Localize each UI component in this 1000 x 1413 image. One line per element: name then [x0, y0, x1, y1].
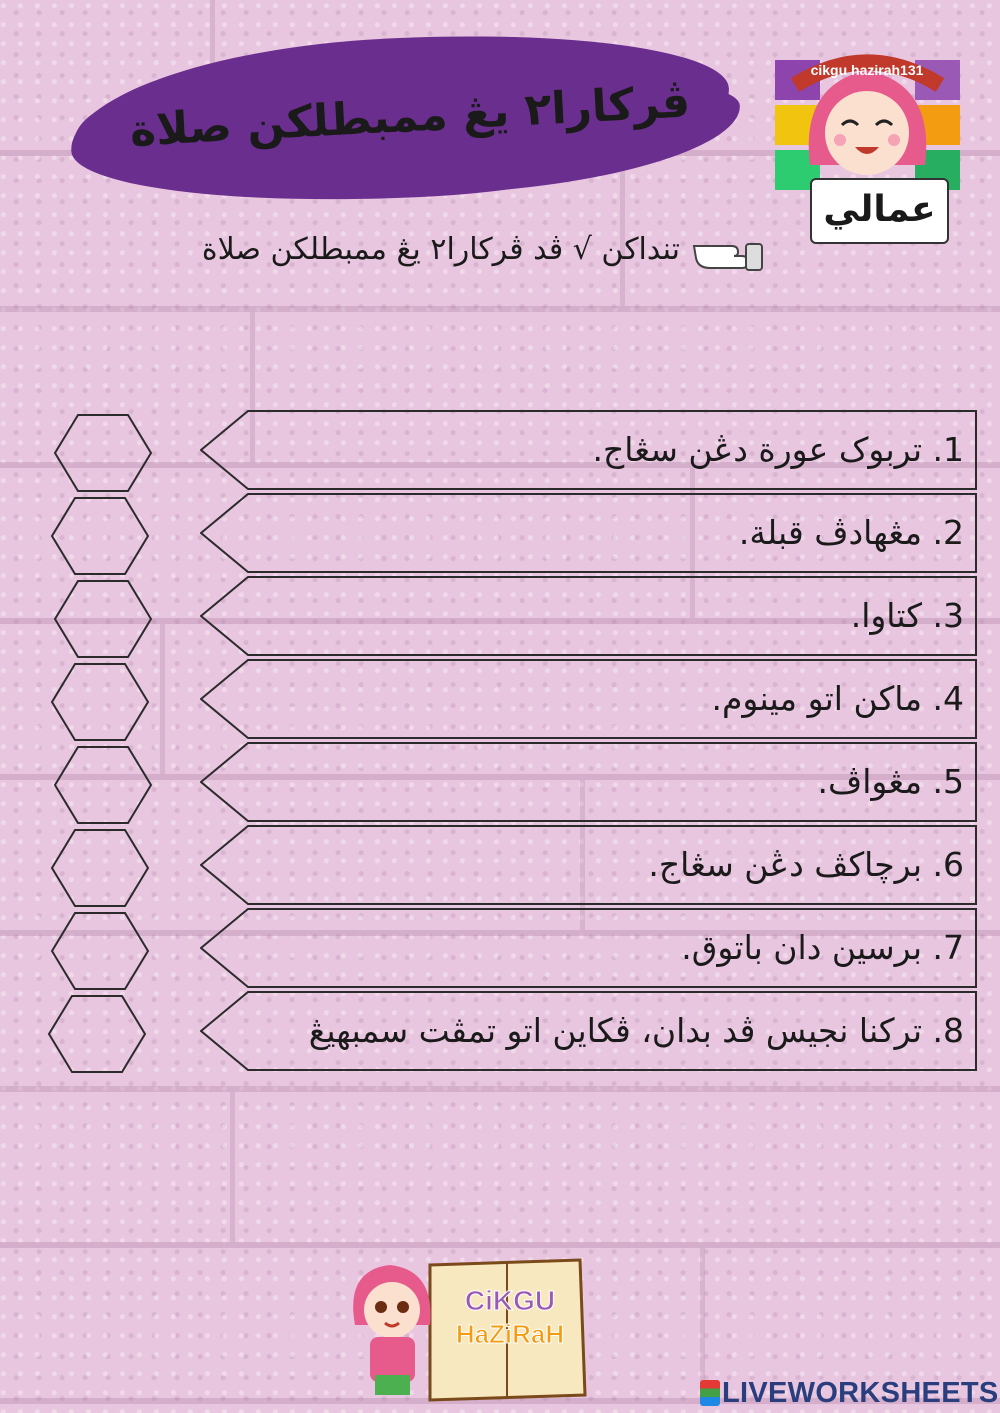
cikgu-hazirah-footer-logo [335, 1255, 590, 1405]
pointing-hand-icon [690, 232, 766, 276]
statement-label: 7. برسين دان باتوق. [681, 928, 964, 967]
statement-row-3 [200, 576, 978, 656]
svg-text:cikgu hazirah131: cikgu hazirah131 [810, 62, 924, 78]
answer-box-2[interactable] [50, 496, 150, 576]
statement-label: 5. مڠواڤ. [817, 762, 964, 801]
brick-joint [230, 1092, 235, 1242]
brick-joint [160, 624, 165, 774]
statement-row-6 [200, 825, 978, 905]
liveworksheets-brand[interactable]: LIVEWORKSHEETS [722, 1377, 999, 1409]
statement-row-5 [200, 742, 978, 822]
instruction-text: تنداكن √ ڤد ڤركارا٢ يڠ ممبطلكن صلاة [201, 232, 680, 267]
statement-label: 3. كتاوا. [850, 596, 964, 635]
answer-box-8[interactable] [47, 994, 147, 1074]
statement-row-4 [200, 659, 978, 739]
statement-row-8 [200, 991, 978, 1071]
statement-row-1 [200, 410, 978, 490]
answer-box-3[interactable] [53, 579, 153, 659]
answer-box-4[interactable] [50, 662, 150, 742]
statement-label: 8. تركنا نجيس ڤد بدان، ڤكاين اتو تمڤت سمبهيڠ [308, 1011, 964, 1050]
answer-box-5[interactable] [53, 745, 153, 825]
answer-box-7[interactable] [50, 911, 150, 991]
answer-box-6[interactable] [50, 828, 150, 908]
svg-text:CiKGU: CiKGU [464, 1285, 556, 1316]
page-title: ڤركارا٢ يڠ ممبطلكن صلاة [128, 76, 692, 157]
statement-label: 4. ماكن اتو مينوم. [711, 679, 964, 718]
statement-label: 6. برچاكڤ دڠن سڠاج. [648, 845, 964, 884]
brick-joint [700, 1248, 705, 1398]
statement-row-7 [200, 908, 978, 988]
statement-row-2 [200, 493, 978, 573]
statement-label: 2. مڠهادڤ قبلة. [738, 513, 964, 552]
svg-text:HaZiRaH: HaZiRaH [455, 1319, 565, 1349]
amali-label: عمالي [810, 178, 949, 244]
statement-label: 1. تربوک عورة دڠن سڠاج. [592, 430, 964, 469]
answer-box-1[interactable] [53, 413, 153, 493]
